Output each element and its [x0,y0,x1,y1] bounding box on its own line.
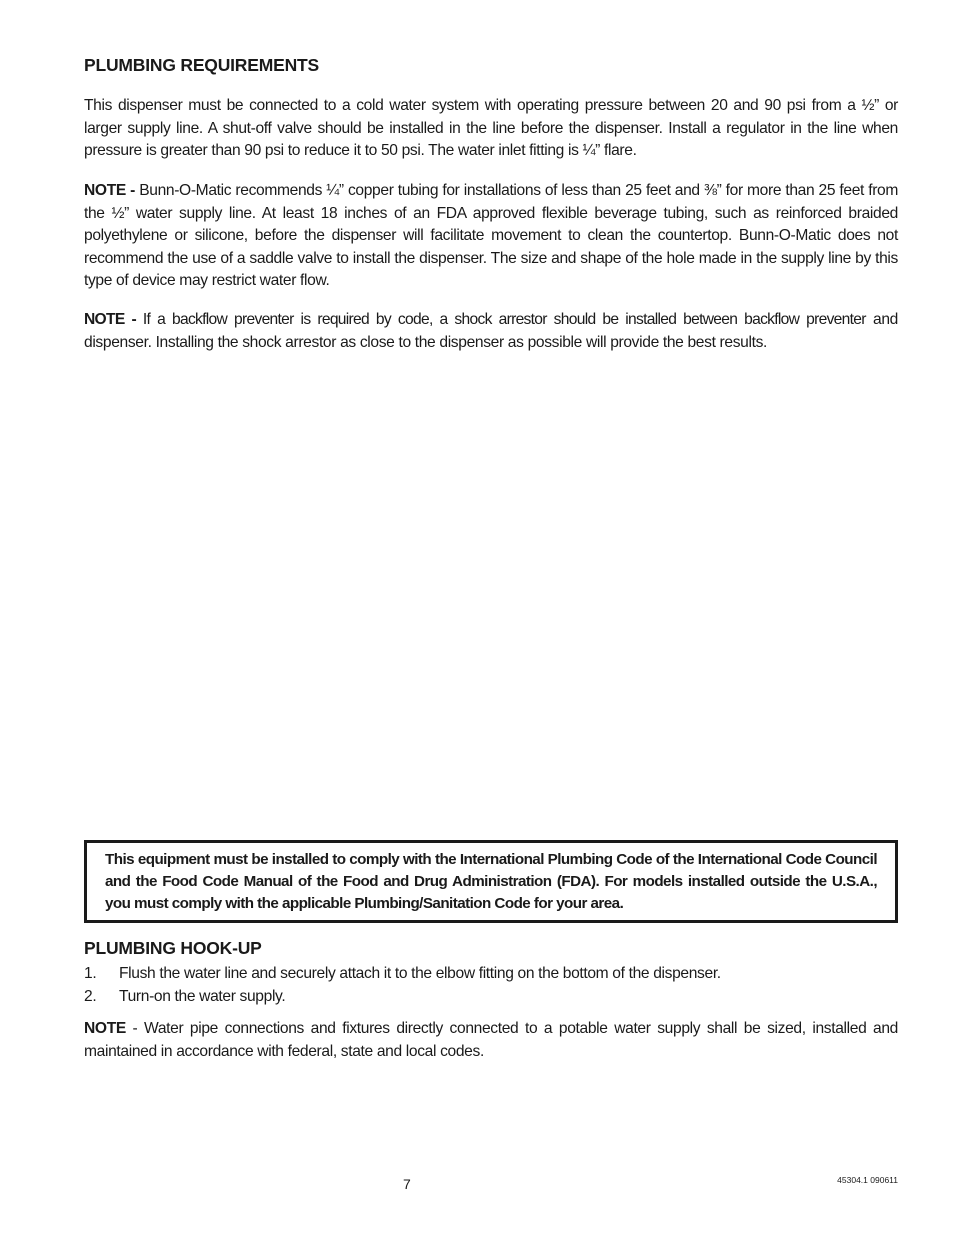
note-label: NOTE [84,1020,126,1037]
list-item [84,963,898,986]
backflow-note-text-line1: If a backflow preventer is required by code, a shock arrestor should be installed between backflow preventer [135,311,866,328]
plumbing-requirements-heading: PLUMBING REQUIREMENTS [84,55,319,75]
step-text: Flush the water line and securely attach it to the elbow fitting on the bottom of the dispenser. [119,965,721,982]
code-compliance-notice-text: This equipment must be installed to comply with the International Plumbing Code of the International Code Council and the Food Code Manual of the Food and Drug Administration (FDA). For models installed outside the U.S.A., you must comply with the applicable Plumbing/Sanitation Code for your area. [105,851,877,912]
hookup-steps-list [84,963,898,1008]
tubing-note-paragraph [84,180,898,293]
step-text: Turn-on the water supply. [119,987,286,1005]
step-number: 1. [84,965,97,982]
supply-requirements-paragraph: This dispenser must be connected to a cold water system with operating pressure between 20 and 90 psi from a ½” or larger supply line. A shut-off valve should be installed in the line before the dispenser. Install a regulator in the line when pressure is greater than 90 psi to reduce it to 50 psi. The water inlet fitting is ¼” flare. [84,97,898,159]
step-number: 2. [84,987,97,1005]
note-label: NOTE - [84,182,135,199]
page-number: 7 [403,1176,411,1192]
codes-note-paragraph [84,1018,898,1063]
plumbing-hookup-heading: PLUMBING HOOK-UP [84,938,262,958]
backflow-note-paragraph [84,309,898,354]
note-label: NOTE - [84,311,136,328]
list-item [84,986,898,1009]
code-compliance-notice-box [84,840,898,923]
codes-note-text: - Water pipe connections and fixtures directly connected to a potable water supply shall be sized, installed and maintained in accordance with federal, state and local codes. [84,1020,898,1060]
document-code: 45304.1 090611 [837,1175,898,1185]
backflow-note-text-line2: and dispenser. Installing the shock arrestor as close to the dispenser as possible will provide the best results. [84,311,898,351]
tubing-note-text: Bunn-O-Matic recommends ¼” copper tubing for installations of less than 25 feet and ⅜” for more than 25 feet from the ½” water supply line. At least 18 inches of an FDA approved flexible beverage tubing, such as reinforced braided polyethylene or silicone, before the dispenser will facilitate movement to clean the countertop. Bunn-O-Matic does not recommend the use of a saddle valve to install the dispenser. The size and shape of the hole made in the supply line by this type of device may restrict water flow. [84,182,898,289]
